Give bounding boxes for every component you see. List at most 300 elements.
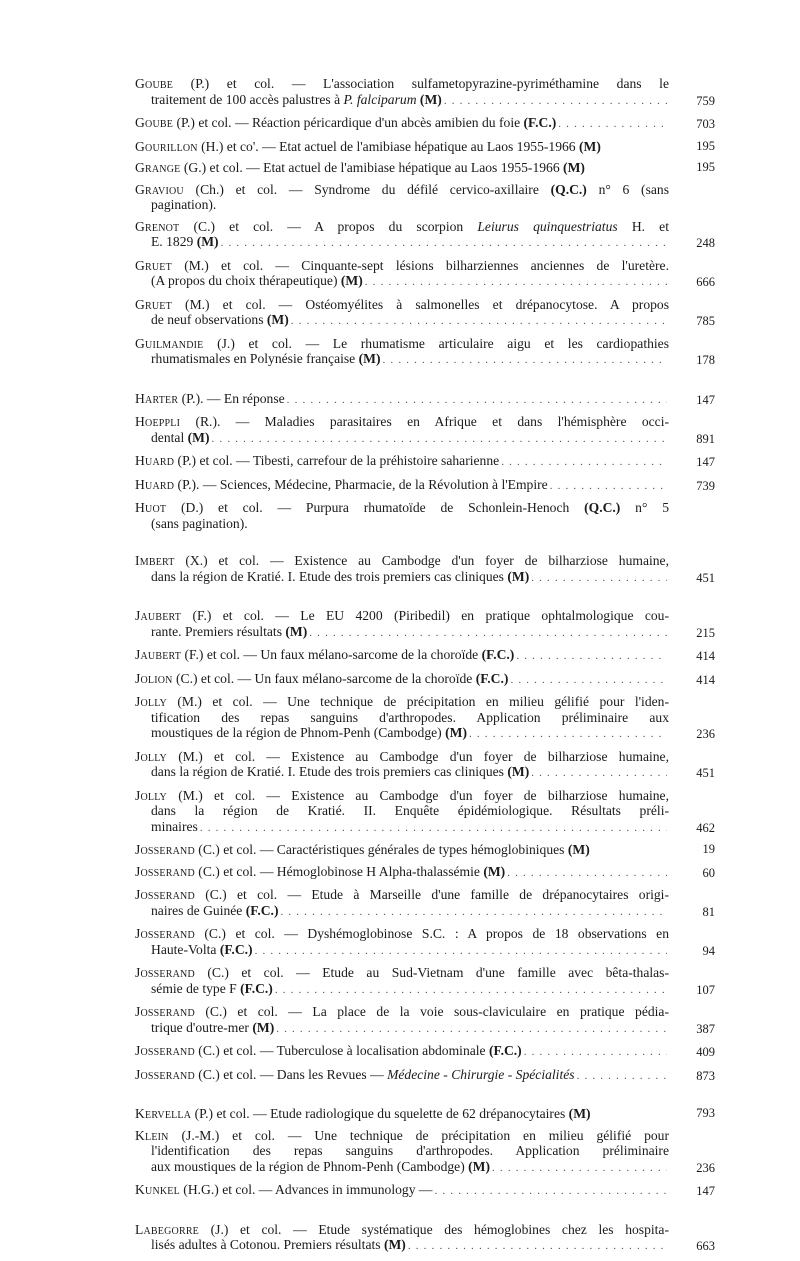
page-number: 409 xyxy=(696,1045,715,1059)
entry-first-line xyxy=(135,553,669,569)
entry-description: (M.) et col. — Existence au Cambodge d'un foyer de bilharziose humaine, xyxy=(166,787,669,803)
entry-description: (M.) et col. — Une technique de précipitation en milieu gélifié pour l'iden- xyxy=(166,694,669,709)
entry-continuation: naires de Guinée xyxy=(151,902,246,918)
entry-text xyxy=(135,608,669,641)
entry-text xyxy=(135,965,669,998)
page-number: 451 xyxy=(696,570,715,585)
entry-last-line xyxy=(135,764,669,782)
page-number: 195 xyxy=(696,160,715,174)
index-entry xyxy=(135,842,715,858)
entry-author: Labegorre xyxy=(135,1221,199,1237)
entry-first-line xyxy=(135,887,669,903)
entry-last-line xyxy=(135,1159,669,1177)
entry-author: Jolly xyxy=(135,748,167,764)
entry-first-line xyxy=(135,1182,669,1200)
entry-last-line xyxy=(135,819,669,837)
entry-text xyxy=(135,1182,669,1200)
entry-last-text xyxy=(151,725,467,741)
entry-last-text xyxy=(151,764,529,780)
entry-author: Kunkel xyxy=(135,1182,180,1197)
index-entry xyxy=(135,647,715,665)
index-entry xyxy=(135,1128,715,1177)
entry-continuation: rante. Premiers résultats xyxy=(151,623,286,639)
entry-last-text xyxy=(151,819,198,835)
entry-type: (M) xyxy=(568,1106,591,1121)
entry-description: (C.) et col. — Dyshémoglobinose S.C. : A propos de 18 observations en xyxy=(194,926,669,941)
page-number: 785 xyxy=(696,314,715,328)
entry-description: (J.-M.) et col. — Une technique de précipitation en milieu gélifié pour xyxy=(168,1127,669,1143)
entry-continuation: dans la région de Kratié. II. Enquête épidémiologique. Résultats préli- xyxy=(151,803,669,818)
entry-description-tail: n° 6 (sans xyxy=(586,181,669,197)
entry-text xyxy=(135,1106,669,1122)
entry-last-line: pagination). xyxy=(151,197,217,212)
entry-description: (P.) et col. — Réaction péricardique d'un abcès amibien du foie xyxy=(173,115,524,130)
entry-continuation: tification des repas sanguins d'arthropodes. Application préliminaire aux xyxy=(151,709,669,725)
entry-description: (G.) et col. — Etat actuel de l'amibiase hépatique au Laos 1955-1966 xyxy=(180,160,564,175)
entry-continuation: moustiques de la région de Phnom-Penh (Cambodge) xyxy=(151,725,446,740)
entry-first-line xyxy=(135,926,669,942)
entry-first-line xyxy=(135,842,669,858)
entry-first-line xyxy=(135,1067,669,1085)
page-number: 414 xyxy=(696,649,715,663)
index-entry xyxy=(135,749,715,782)
entry-author: Guilmandie xyxy=(135,335,204,351)
index-entry xyxy=(135,336,715,369)
entry-first-line xyxy=(135,1004,669,1020)
entry-description: (C.) et col. — Un faux mélano-sarcome de la choroïde xyxy=(172,670,476,686)
entry-description: (C.) et col. — A propos du scorpion xyxy=(179,218,478,234)
entry-first-line xyxy=(135,336,669,352)
leader-dots xyxy=(492,1161,667,1177)
page-number: 759 xyxy=(696,93,715,108)
page-number: 147 xyxy=(696,392,715,407)
entry-type: (F.C.) xyxy=(240,980,273,996)
entry-first-line xyxy=(135,864,669,882)
leader-dots xyxy=(501,455,667,471)
entry-type: (F.C.) xyxy=(475,670,509,686)
entry-first-line xyxy=(135,391,669,409)
entry-last-text xyxy=(151,1237,406,1253)
page-number: 60 xyxy=(702,865,715,880)
leader-dots xyxy=(507,866,667,882)
leader-dots xyxy=(577,1069,667,1085)
entry-continuation: lisés adultes à Cotonou. Premiers résultats xyxy=(151,1237,384,1252)
entry-text xyxy=(135,115,669,133)
entry-description: (C.) et col. — La place de la voie sous-claviculaire en pratique pédia- xyxy=(194,1004,669,1019)
entry-type: (M) xyxy=(383,1237,406,1252)
entry-type: (M) xyxy=(468,1158,491,1174)
entry-last-line xyxy=(135,312,669,330)
entry-last-line xyxy=(135,942,669,960)
entry-first-line xyxy=(135,182,669,198)
index-entry xyxy=(135,926,715,959)
entry-description: (C.) et col. — Etude au Sud-Vietnam d'une famille avec bêta-thalas- xyxy=(194,965,669,980)
entry-last-text xyxy=(151,1020,274,1036)
entry-last-line xyxy=(135,624,669,642)
entry-author: Goube xyxy=(135,76,174,91)
entry-continuation: dans la région de Kratié. I. Etude des trois premiers cas cliniques xyxy=(151,764,508,779)
entry-first-line xyxy=(135,219,669,235)
entry-author: Josserand xyxy=(135,1043,195,1058)
entry-text xyxy=(135,671,669,689)
index-entry xyxy=(135,258,715,291)
entry-first-line xyxy=(135,477,669,495)
page-number: 81 xyxy=(702,904,715,919)
entry-last-text xyxy=(151,1159,490,1175)
entry-first-line xyxy=(135,749,669,765)
leader-dots xyxy=(309,626,667,642)
entry-text xyxy=(135,258,669,291)
entry-continuation: minaires xyxy=(151,818,198,834)
entry-first-line xyxy=(135,500,669,516)
entry-author: Josserand xyxy=(135,863,195,879)
entry-first-text xyxy=(135,864,505,880)
entry-description: (P.). — En réponse xyxy=(178,390,285,406)
entry-text xyxy=(135,336,669,369)
entry-first-line xyxy=(135,608,669,624)
entry-first-text xyxy=(135,1067,575,1083)
entry-description: (C.) et col. — Dans les Revues — xyxy=(194,1066,388,1082)
index-entry xyxy=(135,608,715,641)
entry-text xyxy=(135,391,669,409)
leader-dots xyxy=(531,571,667,587)
entry-last-line xyxy=(135,273,669,291)
entry-first-line xyxy=(135,671,669,689)
entry-text xyxy=(135,76,669,109)
index-entry xyxy=(135,1106,715,1122)
entry-text xyxy=(135,414,669,447)
entry-first-line xyxy=(135,160,669,176)
entry-first-line xyxy=(135,76,669,92)
page-number: 663 xyxy=(696,1239,715,1253)
index-entry xyxy=(135,1043,715,1061)
entry-first-line xyxy=(135,1222,669,1238)
entry-author: Hoeppli xyxy=(135,414,181,429)
leader-dots xyxy=(276,1022,667,1038)
index-entry xyxy=(135,500,715,531)
entry-last-line xyxy=(135,569,669,587)
leader-dots xyxy=(531,766,667,782)
entry-continuation: de neuf observations xyxy=(151,312,267,327)
section-gap xyxy=(135,592,715,608)
page-number: 107 xyxy=(696,982,715,997)
entry-type: (F.C.) xyxy=(245,902,279,918)
index-entry xyxy=(135,453,715,471)
entry-type: (M) xyxy=(340,273,363,288)
entry-description: (D.) et col. — Purpura rhumatoïde de Schonlein-Henoch xyxy=(166,500,585,515)
index-entry xyxy=(135,1182,715,1200)
entry-continuation: l'identification des repas sanguins d'arthropodes. Application préliminaire xyxy=(151,1143,669,1158)
leader-dots xyxy=(516,649,667,665)
entry-text xyxy=(135,749,669,782)
entry-first-text xyxy=(135,391,285,407)
entry-description: (P.) et col. — L'association sulfametopyrazine-pyriméthamine dans le xyxy=(173,76,669,91)
index-entry xyxy=(135,115,715,133)
section-gap xyxy=(135,1206,715,1222)
entry-last-text xyxy=(151,903,278,919)
entry-last-line xyxy=(135,92,669,110)
entry-first-line xyxy=(135,1043,669,1061)
entry-first-text xyxy=(135,477,548,493)
leader-dots xyxy=(524,1045,667,1061)
entry-text xyxy=(135,1004,669,1037)
leader-dots xyxy=(408,1239,667,1255)
entry-first-line xyxy=(135,965,669,981)
entry-text xyxy=(135,219,669,252)
index-entry xyxy=(135,887,715,920)
leader-dots xyxy=(291,314,667,330)
page-number: 387 xyxy=(696,1021,715,1036)
entry-type: (F.C.) xyxy=(488,1043,522,1058)
entry-type: (F.C.) xyxy=(481,647,515,662)
index-entry xyxy=(135,694,715,743)
entry-description: (M.) et col. — Existence au Cambodge d'un foyer de bilharziose humaine, xyxy=(166,748,669,764)
entry-text xyxy=(135,160,669,176)
entry-type: (M) xyxy=(252,1019,275,1035)
index-entry xyxy=(135,219,715,252)
entry-first-line xyxy=(135,139,669,155)
page-number: 666 xyxy=(696,275,715,289)
entry-author: Josserand xyxy=(135,1004,195,1019)
entry-continuation: aux moustiques de la région de Phnom-Penh (Cambodge) xyxy=(151,1158,469,1174)
entry-type: (M) xyxy=(285,623,308,639)
entry-author: Josserand xyxy=(135,926,195,941)
entry-text xyxy=(135,1043,669,1061)
page-number: 236 xyxy=(696,1160,715,1175)
entry-description: (F.) et col. — Un faux mélano-sarcome de la choroïde xyxy=(181,647,482,662)
entry-continuation: E. 1829 xyxy=(151,234,197,249)
entry-text xyxy=(135,182,669,213)
entry-description: (P.) et col. — Tibesti, carrefour de la préhistoire saharienne xyxy=(174,453,500,468)
page-number: 414 xyxy=(696,672,715,687)
entry-first-text xyxy=(135,1043,522,1059)
leader-dots xyxy=(221,236,667,252)
page-number: 215 xyxy=(696,625,715,640)
leader-dots xyxy=(255,944,667,960)
section-gap xyxy=(135,1090,715,1106)
entry-first-line xyxy=(135,1106,669,1122)
entry-text xyxy=(135,647,669,665)
entry-author: Huot xyxy=(135,500,167,515)
entry-first-line xyxy=(135,694,669,710)
entry-text xyxy=(135,887,669,920)
entry-continuation: traitement de 100 accès palustres à xyxy=(151,91,344,107)
leader-dots xyxy=(275,983,667,999)
entry-last-text xyxy=(151,312,289,328)
entry-last-text xyxy=(151,92,442,108)
entry-author: Graviou xyxy=(135,181,184,197)
index-entry xyxy=(135,160,715,176)
page-number: 891 xyxy=(696,431,715,446)
entry-first-line xyxy=(135,414,669,430)
leader-dots xyxy=(383,353,667,369)
entry-description: (H.) et co'. — Etat actuel de l'amibiase hépatique au Laos 1955-1966 xyxy=(197,138,579,154)
entry-description: (C.) et col. — Tuberculose à localisation abdominale xyxy=(194,1043,489,1058)
entry-text xyxy=(135,926,669,959)
page-number: 873 xyxy=(696,1068,715,1083)
entry-type: (M) xyxy=(358,351,381,366)
entry-last-text xyxy=(151,430,210,446)
page-number: 195 xyxy=(696,138,715,153)
entry-continuation: trique d'outre-mer xyxy=(151,1019,253,1035)
entry-text xyxy=(135,453,669,471)
page-number: 147 xyxy=(696,455,715,469)
page-number: 178 xyxy=(696,353,715,367)
entry-last-line xyxy=(135,981,669,999)
index-entry xyxy=(135,788,715,837)
index-entry xyxy=(135,553,715,586)
entry-first-line xyxy=(135,258,669,274)
index-entry xyxy=(135,965,715,998)
entry-italic: P. falciparum xyxy=(343,91,417,107)
leader-dots xyxy=(558,117,667,133)
page-number: 703 xyxy=(696,117,715,131)
index-entry xyxy=(135,182,715,213)
entry-continuation: dans la région de Kratié. I. Etude des trois premiers cas cliniques xyxy=(151,568,508,584)
index-entry xyxy=(135,1004,715,1037)
entry-author: Klein xyxy=(135,1127,169,1143)
entry-description: (C.) et col. — Hémoglobinose H Alpha-thalassémie xyxy=(194,863,484,879)
index-entry xyxy=(135,671,715,689)
entry-author: Gourillon xyxy=(135,138,198,154)
index-entry xyxy=(135,864,715,882)
index-page xyxy=(135,76,715,1261)
entry-last-text xyxy=(151,273,363,289)
entry-author: Jolly xyxy=(135,694,167,709)
index-entry xyxy=(135,477,715,495)
leader-dots xyxy=(469,727,667,743)
entry-author: Huard xyxy=(135,476,175,492)
entry-first-text xyxy=(135,453,499,469)
page-number: 462 xyxy=(696,820,715,835)
index-entry xyxy=(135,76,715,109)
entry-type: (M) xyxy=(567,842,590,857)
leader-dots xyxy=(287,393,667,409)
entry-text xyxy=(135,1222,669,1255)
entry-last-line: (sans pagination). xyxy=(151,515,248,531)
entry-author: Harter xyxy=(135,390,179,406)
entry-author: Jaubert xyxy=(135,647,182,662)
page-number: 19 xyxy=(702,842,715,856)
entry-last-text xyxy=(151,942,253,958)
entry-description: (C.) et col. — Etude à Marseille d'une famille de drépanocytaires origi- xyxy=(194,887,669,902)
entry-last-text xyxy=(151,981,273,997)
entry-italic: Leiurus quinquestriatus xyxy=(477,218,618,234)
entry-type: (M) xyxy=(196,234,219,249)
leader-dots xyxy=(212,432,667,448)
entry-continuation: dental xyxy=(151,429,188,445)
page-number: 147 xyxy=(696,1184,715,1198)
entry-author: Jaubert xyxy=(135,608,182,623)
entry-type: (M) xyxy=(563,160,585,175)
entry-description: (R.). — Maladies parasitaires en Afrique et dans l'hémisphère occi- xyxy=(180,414,669,429)
entry-first-text xyxy=(135,139,601,155)
entry-first-text xyxy=(135,160,585,176)
entry-first-text xyxy=(135,115,556,131)
page-number: 451 xyxy=(696,766,715,780)
entry-continuation: sémie de type F xyxy=(151,980,241,996)
entry-author: Gruet xyxy=(135,257,172,273)
entry-author: Grange xyxy=(135,160,181,175)
page-number: 94 xyxy=(702,943,715,958)
entry-author: Josserand xyxy=(135,1066,195,1082)
entry-description: (J.) et col. — Etude systématique des hémoglobines chez les hospita- xyxy=(199,1221,669,1237)
leader-dots xyxy=(510,673,667,689)
entry-type: (M) xyxy=(445,725,467,740)
entry-first-text xyxy=(135,671,508,687)
page-number: 793 xyxy=(696,1106,715,1120)
entry-type: (F.C.) xyxy=(219,941,253,957)
leader-dots xyxy=(365,275,667,291)
entry-last-line xyxy=(135,1020,669,1038)
index-entry xyxy=(135,1067,715,1085)
page-number: 248 xyxy=(696,236,715,250)
entry-description: (J.) et col. — Le rhumatisme articulaire aigu et les cardiopathies xyxy=(203,335,669,351)
entry-description: (M.) et col. — Cinquante-sept lésions bilharziennes anciennes de l'uretère. xyxy=(171,257,669,273)
entry-type: (M) xyxy=(507,568,530,584)
section-gap xyxy=(135,375,715,391)
index-entry xyxy=(135,391,715,409)
entry-text xyxy=(135,694,669,743)
entry-first-text xyxy=(135,1182,433,1198)
entry-last-text xyxy=(151,351,381,367)
leader-dots xyxy=(550,479,667,495)
entry-description: (P.) et col. — Etude radiologique du squelette de 62 drépanocytaires xyxy=(191,1106,569,1121)
entry-text xyxy=(135,864,669,882)
entry-last-text xyxy=(151,624,307,640)
entry-author: Josserand xyxy=(135,965,195,980)
entry-description-tail: H. et xyxy=(617,218,669,234)
index-entry xyxy=(135,414,715,447)
entry-type: (M) xyxy=(187,429,210,445)
entry-description: (P.). — Sciences, Médecine, Pharmacie, de la Révolution à l'Empire xyxy=(174,476,548,492)
entry-author: Jolly xyxy=(135,787,167,803)
entry-description: (Ch.) et col. — Syndrome du défilé cervico-axillaire xyxy=(183,181,551,197)
entry-description: (H.G.) et col. — Advances in immunology — xyxy=(179,1182,433,1197)
entry-text xyxy=(135,553,669,586)
section-gap xyxy=(135,537,715,553)
entry-author: Josserand xyxy=(135,842,195,857)
leader-dots xyxy=(435,1184,668,1200)
leader-dots xyxy=(280,905,667,921)
entry-type: (F.C.) xyxy=(523,115,557,130)
page-number: 236 xyxy=(696,727,715,741)
entry-first-line xyxy=(135,297,669,313)
entry-continuation: (A propos du choix thérapeutique) xyxy=(151,273,341,288)
entry-text xyxy=(135,1128,669,1177)
entry-text xyxy=(135,1067,669,1085)
entry-type: (Q.C.) xyxy=(550,181,587,197)
entry-continuation: rhumatismales en Polynésie française xyxy=(151,351,359,366)
entry-italic: Médecine - Chirurgie - Spécialités xyxy=(387,1066,575,1082)
entry-continuation: Haute-Volta xyxy=(151,941,220,957)
index-entry xyxy=(135,139,715,155)
entry-author: Josserand xyxy=(135,887,195,902)
entry-description: (C.) et col. — Caractéristiques générales de types hémoglobiniques xyxy=(194,842,568,857)
entry-author: Huard xyxy=(135,453,175,468)
entry-first-line xyxy=(135,453,669,471)
entry-type: (M) xyxy=(507,764,530,779)
entry-first-line xyxy=(135,647,669,665)
entry-last-line xyxy=(135,903,669,921)
entry-text xyxy=(135,139,669,155)
entry-last-line xyxy=(135,725,669,743)
entry-author: Kervella xyxy=(135,1106,192,1121)
entry-last-line xyxy=(135,430,669,448)
entry-last-text xyxy=(151,569,529,585)
entry-text xyxy=(135,788,669,837)
index-entry xyxy=(135,297,715,330)
